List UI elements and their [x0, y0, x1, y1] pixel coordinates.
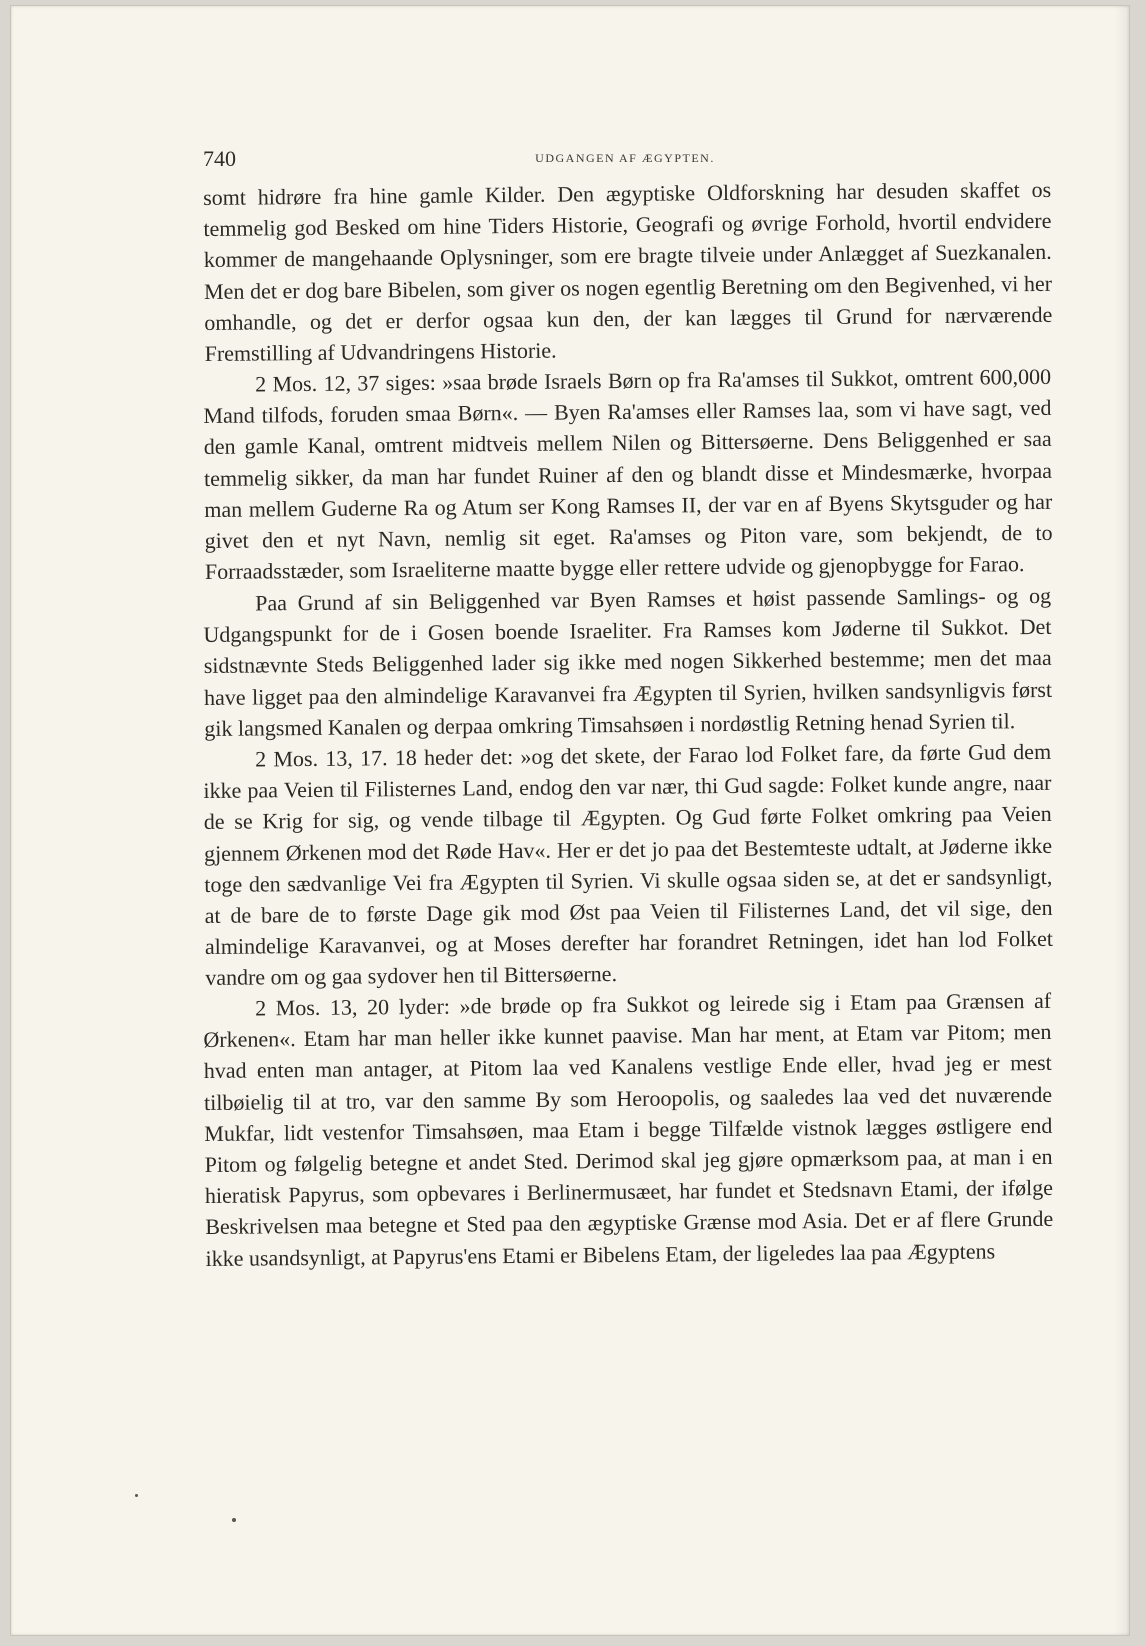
page-number: 740 — [203, 146, 236, 171]
body-text — [203, 176, 1054, 1274]
paragraph-1: somt hidrøre fra hine gamle Kilder. Den ægyptiske Oldforskning har desuden skaffet os temmelig god Besked om hine Tiders Historie, Geografi og øvrige Forhold, hvortil endvidere kommer de mangehaande Oplysninger, som ere bragte tilveie under Anlægget af Suezkanalen. Men det er dog bare Bibelen, som giver os nogen egentlig Beretning om den Begivenhed, vi her omhandle, og det er derfor ogsaa kun den, der kan lægges til Grund for nærværende Fremstilling af Udvandringens Historie. — [203, 176, 1053, 367]
ink-speck — [232, 1518, 236, 1522]
book-page — [10, 5, 1130, 1636]
ink-speck — [135, 1494, 138, 1497]
paragraph-2: 2 Mos. 12, 37 siges: »saa brøde Israels Børn op fra Ra'amses til Sukkot, omtrent 600,000 Mand tilfods, foruden smaa Børn«. — Byen Ra'amses eller Ramses laa, som vi have sagt, ved den gamle Kanal, omtrent midtveis mellem Nilen og Bittersøerne. Dens Beliggenhed er saa temmelig sikker, da man har fundet Ruiner af den og blandt disse et Mindesmærke, hvorpaa man mellem Guderne Ra og Atum ser Kong Ramses II, der var en af Byens Skytsguder og har givet den et nyt Navn, nemlig sit eget. Ra'amses og Piton vare, som bekjendt, de to Forraadsstæder, som Israeliterne maatte bygge eller rettere udvide og gjenopbygge for Farao. — [203, 364, 1053, 585]
paragraph-3: Paa Grund af sin Beliggenhed var Byen Ramses et høist passende Samlings- og og Udgangspunkt for de i Gosen boende Israeliter. Fra Ramses kom Jøderne til Sukkot. Det sidstnævnte Steds Beliggenhed lader sig ikke med nogen Sikkerhed bestemme; men det maa have ligget paa den almindelige Karavanvei fra Ægypten til Syrien, hvilken sandsynligvis først gik langsmed Kanalen og derpaa omkring Timsahsøen i nordøstlig Retning henad Syrien til. — [203, 582, 1053, 741]
page-edge-shadow — [1115, 6, 1129, 1635]
paragraph-5: 2 Mos. 13, 20 lyder: »de brøde op fra Sukkot og leirede sig i Etam paa Grænsen af Ørkenen«. Etam har man heller ikke kunnet paavise. Man har ment, at Etam var Pitom; men hvad enten man antager, at Pitom laa ved Kanalens vestlige Ende eller, hvad jeg er mest tilbøielig til at tro, var den samme By som Heroopolis, og saaledes laa ved det nuværende Mukfar, lidt vestenfor Timsahsøen, maa Etam i begge Tilfælde vistnok lægges østligere end Pitom og følgelig betegne et andet Sted. Derimod skal jeg gjøre opmærksom paa, at man i en hieratisk Papyrus, som opbevares i Berlinermusæet, har fundet et Stedsnavn Etami, der ifølge Beskrivelsen maa betegne et Sted paa den ægyptiske Grænse mod Asia. Det er af flere Grunde ikke usandsynligt, at Papyrus'ens Etami er Bibelens Etam, der ligeledes laa paa Ægyptens — [203, 988, 1054, 1271]
page-header — [195, 146, 1055, 174]
running-title: UDGANGEN AF ÆGYPTEN. — [535, 151, 715, 165]
paragraph-4: 2 Mos. 13, 17. 18 heder det: »og det skete, der Farao lod Folket fare, da førte Gud dem ikke paa Veien til Filisternes Land, endog den var nær, thi Gud sagde: Folket kunde angre, naar de se Krig for sig, og vende tilbage til Ægypten. Og Gud førte Folket omkring paa Veien gjennem Ørkenen mod det Røde Hav«. Her er det jo paa det Bestemteste udtalt, at Jøderne ikke toge den sædvanlige Vei fra Ægypten til Syrien. Vi skulle ogsaa siden se, at det er sandsynligt, at de bare de to første Dage gik mod Øst paa Veien til Filisternes Land, det vil sige, den almindelige Karavanvei, og at Moses derefter har forandret Retningen, idet han lod Folket vandre om og gaa sydover hen til Bittersøerne. — [203, 738, 1054, 991]
